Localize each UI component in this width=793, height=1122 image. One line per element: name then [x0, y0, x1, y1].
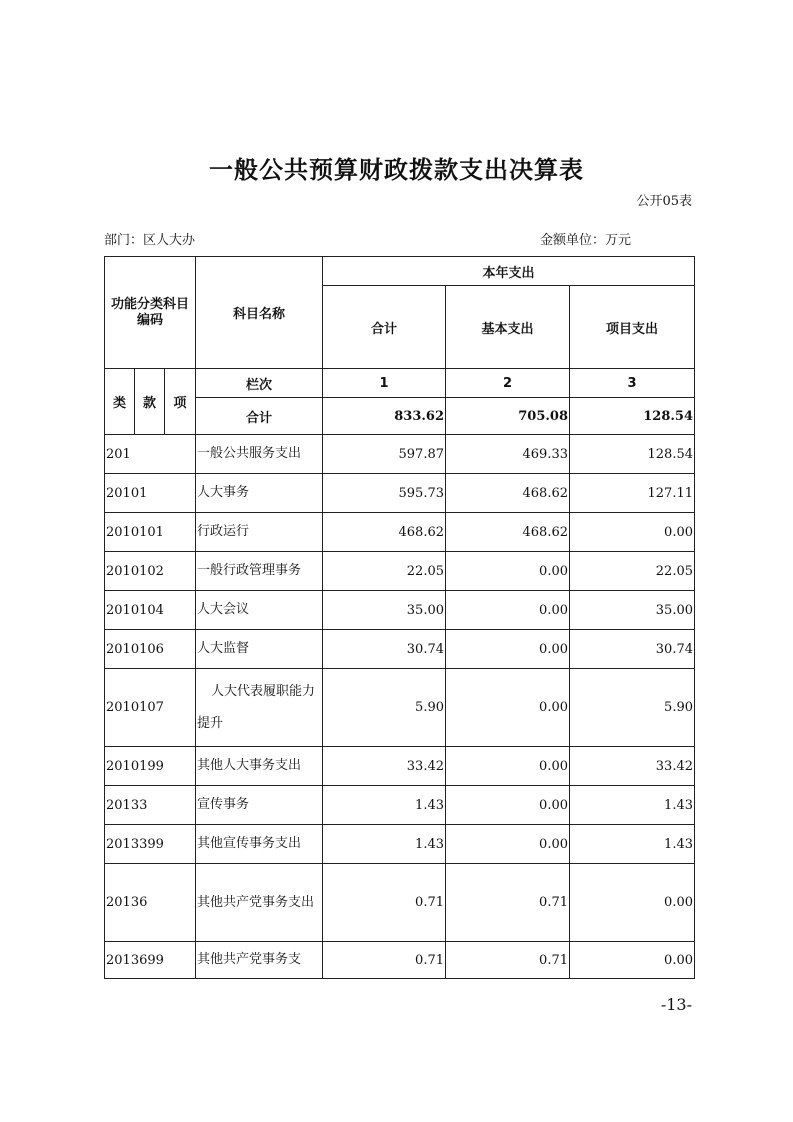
- sum-basic: 705.08: [446, 398, 570, 435]
- row-total: 0.71: [323, 864, 446, 942]
- kuan-header: 款: [135, 369, 165, 435]
- xiang-header: 项: [165, 369, 196, 435]
- table-row: [105, 435, 695, 474]
- table-row: [105, 825, 695, 864]
- sum-label: 合计: [196, 398, 323, 435]
- row-basic: 0.00: [446, 747, 570, 786]
- row-code: 20136: [105, 864, 196, 942]
- row-total: 1.43: [323, 825, 446, 864]
- row-name: 其他宣传事务支出: [196, 825, 323, 864]
- row-name: 其他共产党事务支: [196, 942, 323, 979]
- row-basic: 0.71: [446, 864, 570, 942]
- row-project: 0.00: [570, 864, 695, 942]
- row-project: 128.54: [570, 435, 695, 474]
- row-code: 2010106: [105, 630, 196, 669]
- row-name: 行政运行: [196, 513, 323, 552]
- subject-name-header: 科目名称: [196, 257, 323, 369]
- row-code: 20101: [105, 474, 196, 513]
- unit-label: 金额单位：万元: [540, 233, 632, 248]
- func-code-header: 功能分类科目编码: [105, 257, 196, 369]
- table-row: [105, 669, 695, 747]
- row-total: 22.05: [323, 552, 446, 591]
- row-total: 1.43: [323, 786, 446, 825]
- column-index-3: 3: [570, 369, 695, 398]
- table-row: [105, 747, 695, 786]
- column-index-label: 栏次: [196, 369, 323, 398]
- project-header: 项目支出: [570, 286, 695, 369]
- row-project: 35.00: [570, 591, 695, 630]
- row-project: 1.43: [570, 825, 695, 864]
- row-code: 2010199: [105, 747, 196, 786]
- column-index-2: 2: [446, 369, 570, 398]
- page-title: 一般公共预算财政拨款支出决算表: [209, 156, 584, 184]
- row-basic: 0.00: [446, 786, 570, 825]
- row-code: 2010107: [105, 669, 196, 747]
- row-code: 20133: [105, 786, 196, 825]
- row-total: 35.00: [323, 591, 446, 630]
- row-code: 2013699: [105, 942, 196, 979]
- row-name: 人大事务: [196, 474, 323, 513]
- table-row: [105, 552, 695, 591]
- row-basic: 468.62: [446, 474, 570, 513]
- row-basic: 0.71: [446, 942, 570, 979]
- table-row: [105, 513, 695, 552]
- row-name: 其他人大事务支出: [196, 747, 323, 786]
- sum-project: 128.54: [570, 398, 695, 435]
- row-project: 127.11: [570, 474, 695, 513]
- table-row: [105, 630, 695, 669]
- table-row: [105, 474, 695, 513]
- row-basic: 0.00: [446, 630, 570, 669]
- row-project: 5.90: [570, 669, 695, 747]
- current-year-header: 本年支出: [323, 257, 695, 286]
- expenditure-table: [104, 256, 695, 979]
- row-basic: 0.00: [446, 552, 570, 591]
- row-name: 人大监督: [196, 630, 323, 669]
- row-name: 一般公共服务支出: [196, 435, 323, 474]
- row-name: 人大会议: [196, 591, 323, 630]
- sum-total: 833.62: [323, 398, 446, 435]
- basic-header: 基本支出: [446, 286, 570, 369]
- row-code: 201: [105, 435, 196, 474]
- row-code: 2013399: [105, 825, 196, 864]
- row-total: 33.42: [323, 747, 446, 786]
- row-name: 人大代表履职能力提升: [196, 669, 323, 747]
- row-basic: 0.00: [446, 591, 570, 630]
- row-total: 30.74: [323, 630, 446, 669]
- total-header: 合计: [323, 286, 446, 369]
- row-name: 其他共产党事务支出: [196, 864, 323, 942]
- row-code: 2010102: [105, 552, 196, 591]
- row-basic: 469.33: [446, 435, 570, 474]
- form-code: 公开05表: [636, 194, 692, 209]
- row-project: 1.43: [570, 786, 695, 825]
- row-code: 2010104: [105, 591, 196, 630]
- row-name: 宣传事务: [196, 786, 323, 825]
- row-basic: 468.62: [446, 513, 570, 552]
- row-code: 2010101: [105, 513, 196, 552]
- row-project: 0.00: [570, 942, 695, 979]
- row-total: 595.73: [323, 474, 446, 513]
- lei-header: 类: [105, 369, 135, 435]
- row-name: 一般行政管理事务: [196, 552, 323, 591]
- row-total: 468.62: [323, 513, 446, 552]
- row-total: 5.90: [323, 669, 446, 747]
- row-project: 30.74: [570, 630, 695, 669]
- column-index-1: 1: [323, 369, 446, 398]
- row-total: 597.87: [323, 435, 446, 474]
- table-row: [105, 591, 695, 630]
- department-label: 部门：区人大办: [104, 233, 196, 248]
- table-row: [105, 786, 695, 825]
- table-row: [105, 942, 695, 979]
- row-project: 33.42: [570, 747, 695, 786]
- table-row: [105, 864, 695, 942]
- row-basic: 0.00: [446, 669, 570, 747]
- row-project: 22.05: [570, 552, 695, 591]
- row-basic: 0.00: [446, 825, 570, 864]
- page-number: -13-: [660, 995, 692, 1014]
- row-project: 0.00: [570, 513, 695, 552]
- row-total: 0.71: [323, 942, 446, 979]
